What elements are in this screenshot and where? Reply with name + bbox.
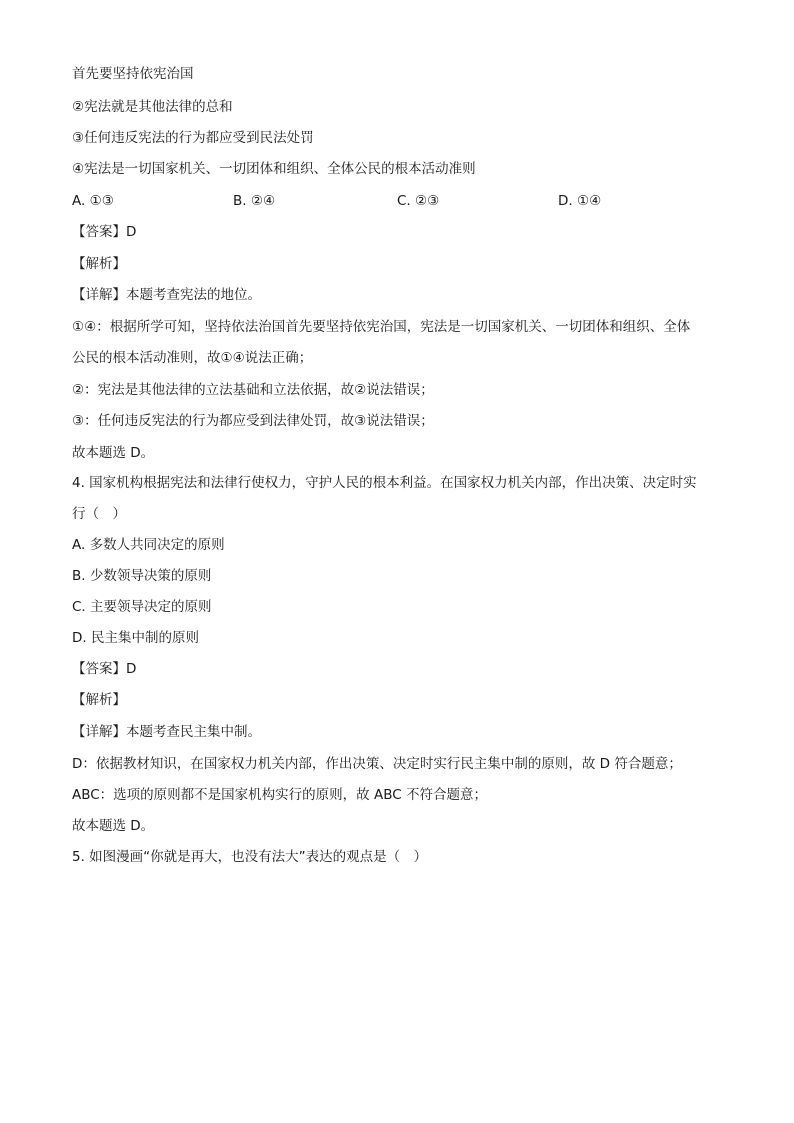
- q3-explanation-14-line1: ①④：根据所学可知，坚持依法治国首先要坚持依宪治国，宪法是一切国家机关、一切团体和组织、全体: [72, 319, 691, 335]
- q4-stem-line2: 行（ ）: [72, 506, 126, 522]
- q3-explanation-3: ③：任何违反宪法的行为都应受到法律处罚，故③说法错误；: [72, 413, 434, 429]
- q4-stem-line1: 4. 国家机构根据宪法和法律行使权力，守护人民的根本利益。在国家权力机关内部，作出决策、决定时实: [72, 475, 697, 491]
- q3-option-b: B. ②④: [233, 193, 276, 209]
- q3-option-c: C. ②③: [397, 193, 440, 209]
- q3-option-d: D. ①④: [558, 193, 602, 209]
- q3-answer: 【答案】D: [72, 224, 137, 240]
- q4-explanation-abc: ABC：选项的原则都不是国家机构实行的原则，故 ABC 不符合题意；: [72, 787, 487, 803]
- q3-stem-tail: 首先要坚持依宪治国: [72, 66, 194, 82]
- q3-item-2: ②宪法就是其他法律的总和: [72, 99, 233, 115]
- q4-answer: 【答案】D: [72, 661, 137, 677]
- q4-detail: 【详解】本题考查民主集中制。: [72, 724, 261, 740]
- q4-analysis-label: 【解析】: [72, 692, 126, 708]
- q3-item-4: ④宪法是一切国家机关、一切团体和组织、全体公民的根本活动准则: [72, 161, 476, 177]
- q3-item-3: ③任何违反宪法的行为都应受到民法处罚: [72, 130, 314, 146]
- q3-option-a: A. ①③: [72, 193, 114, 209]
- q4-conclusion: 故本题选 D。: [72, 818, 155, 834]
- q3-analysis-label: 【解析】: [72, 256, 126, 272]
- q3-conclusion: 故本题选 D。: [72, 445, 155, 461]
- q3-explanation-14-line2: 公民的根本活动准则，故①④说法正确；: [72, 350, 313, 366]
- q5-stem: 5. 如图漫画“你就是再大，也没有法大”表达的观点是（ ）: [72, 849, 428, 865]
- q4-option-c: C. 主要领导决定的原则: [72, 599, 212, 615]
- q4-option-a: A. 多数人共同决定的原则: [72, 537, 225, 553]
- q4-option-d: D. 民主集中制的原则: [72, 630, 199, 646]
- q3-detail: 【详解】本题考查宪法的地位。: [72, 287, 261, 303]
- q4-explanation-d: D：依据教材知识，在国家权力机关内部，作出决策、决定时实行民主集中制的原则，故 D 符合题意；: [72, 756, 682, 772]
- q4-option-b: B. 少数领导决策的原则: [72, 568, 212, 584]
- q3-explanation-2: ②：宪法是其他法律的立法基础和立法依据，故②说法错误；: [72, 382, 434, 398]
